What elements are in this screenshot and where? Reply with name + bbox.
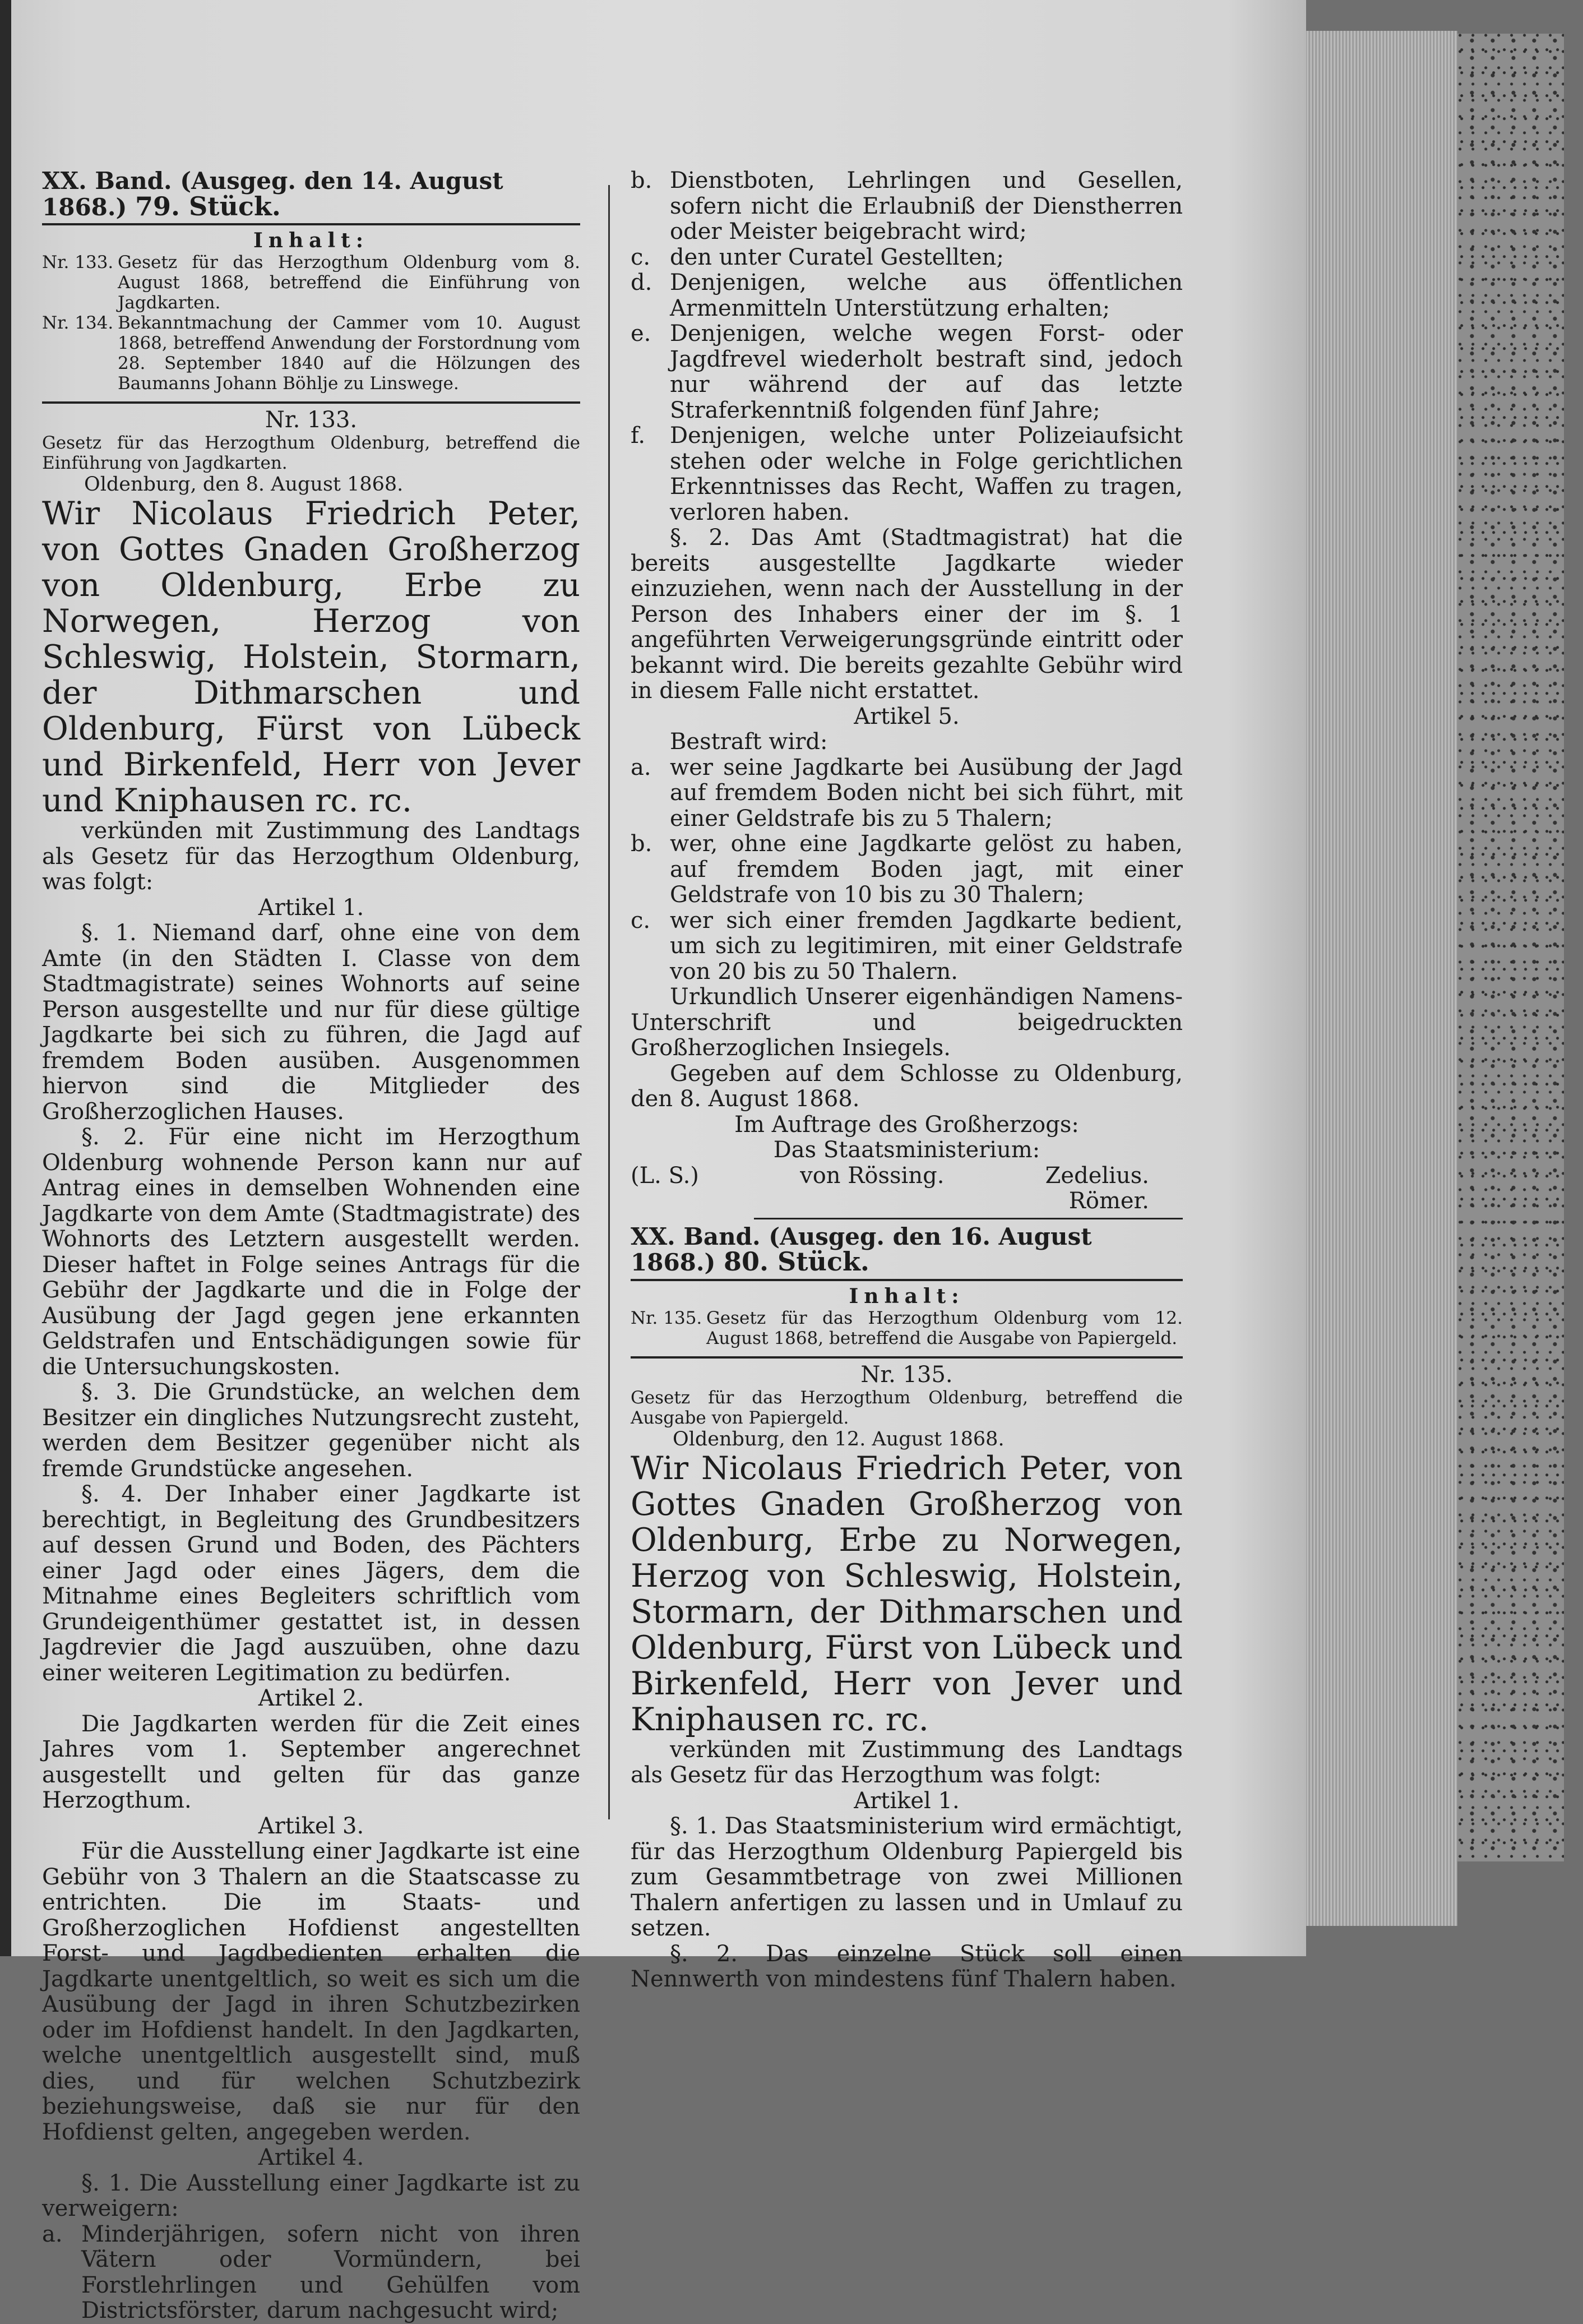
list-item — [631, 321, 1183, 423]
issue-header — [631, 1224, 1183, 1281]
list-item — [631, 755, 1183, 832]
list-text: wer seine Jagdkarte bei Ausübung der Jagd auf fremdem Boden nicht bei sich führt, mit einer Geldstrafe bis zu 5 Thalern; — [670, 754, 1183, 831]
list-text: den unter Curatel Gestellten; — [670, 244, 1004, 270]
toc-number: Nr. 133. — [42, 252, 114, 272]
signature-line — [631, 1163, 1183, 1189]
toc-number: Nr. 134. — [42, 313, 114, 333]
toc-entry — [631, 1308, 1183, 1348]
enactment-clause: verkünden mit Zustimmung des Landtags als Gesetz für das Herzogthum Oldenburg, was folgt: — [42, 818, 580, 895]
column-divider — [608, 185, 610, 1819]
enactment-clause: verkünden mit Zustimmung des Landtags als Gesetz für das Herzogthum was folgt: — [631, 1736, 1183, 1788]
paragraph: §. 2. Das einzelne Stück soll einen Nennwerth von mindestens fünf Thalern haben. — [631, 1940, 1183, 1992]
law-number: Nr. 135. — [860, 1361, 953, 1388]
toc-text: Bekanntmachung der Cammer vom 10. August 1868, betreffend Anwendung der Forstordnung vom 28. September 1840 auf die Hölzungen des Baumanns Johann Böhlje zu Linswege. — [118, 313, 580, 394]
list-item — [631, 270, 1183, 321]
toc-entry — [42, 313, 580, 394]
preamble: Wir Nicolaus Friedrich Peter, von Gottes Gnaden Großherzog von Oldenburg, Erbe zu Norwegen, Herzog von Schleswig, Holstein, Stormarn, der Dithmarschen und Oldenburg, Fürst von Lübeck und Birkenfeld, Herr von Jever und Kniphausen rc. rc. — [42, 495, 580, 819]
list-label: b. — [631, 831, 652, 857]
list-label: c. — [631, 907, 651, 934]
list-label: e. — [631, 321, 651, 346]
paragraph: Bestraft wird: — [670, 729, 828, 755]
toc-text: Gesetz für das Herzogthum Oldenburg vom 8. August 1868, betreffend die Einführung von Jagdkarten. — [118, 252, 580, 313]
paragraph: §. 1. Das Staatsministerium wird ermächtigt, für das Herzogthum Oldenburg Papiergeld bis zum Gesammtbetrage von zwei Millionen Thalern anfertigen zu lassen und in Umlauf zu setzen. — [631, 1813, 1183, 1941]
list-item — [631, 423, 1183, 525]
list-item — [631, 168, 1183, 245]
page-edges — [1306, 31, 1457, 1926]
article-title: Artikel 4. — [258, 2145, 364, 2170]
preamble: Wir Nicolaus Friedrich Peter, von Gottes Gnaden Großherzog von Oldenburg, Erbe zu Norwegen, Herzog von Schleswig, Holstein, Stormarn, der Dithmarschen und Oldenburg, Fürst von Lübeck und Birkenfeld, Herr von Jever und Kniphausen rc. rc. — [631, 1449, 1183, 1738]
marbled-cover — [1457, 34, 1564, 1861]
list-label: a. — [42, 2221, 63, 2247]
paragraph: Die Jagdkarten werden für die Zeit eines Jahres vom 1. September angerechnet ausgestellt und gelten für das ganze Herzogthum. — [42, 1711, 580, 1813]
issue-stueck: 80. Stück. — [724, 1246, 869, 1277]
toc-entry — [42, 252, 580, 313]
book-gutter — [0, 0, 11, 1956]
paragraph: Gegeben auf dem Schlosse zu Oldenburg, den 8. August 1868. — [631, 1060, 1183, 1112]
article-title: Artikel 3. — [258, 1813, 364, 1839]
signatory: Zedelius. — [1045, 1162, 1149, 1189]
article-title: Artikel 2. — [258, 1685, 364, 1711]
issue-header — [42, 168, 580, 225]
issue-band: XX. Band. (Ausgeg. den 14. August 1868.) — [42, 167, 503, 221]
list-item — [631, 245, 1183, 271]
list-label: c. — [631, 244, 651, 270]
toc-text: Gesetz für das Herzogthum Oldenburg vom 12. August 1868, betreffend die Ausgabe von Papiergeld. — [706, 1307, 1183, 1348]
list-text: wer sich einer fremden Jagdkarte bedient, um sich zu legitimiren, mit einer Geldstrafe von 20 bis zu 50 Thalern. — [670, 907, 1183, 985]
list-text: Dienstboten, Lehrlingen und Gesellen, sofern nicht die Erlaubniß der Dienstherren oder Meister beigebracht wird; — [670, 168, 1183, 244]
law-subtitle: Gesetz für das Herzogthum Oldenburg, betreffend die Einführung von Jagdkarten. — [42, 433, 580, 473]
list-label: f. — [631, 423, 646, 449]
list-text: Denjenigen, welche wegen Forst- oder Jagdfrevel wiederholt bestraft sind, jedoch nur während der auf das letzte Straferkenntniß folgenden fünf Jahre; — [670, 321, 1183, 423]
list-item — [42, 2222, 580, 2324]
signatory: von Rössing. — [800, 1162, 945, 1189]
law-date: Oldenburg, den 8. August 1868. — [84, 473, 404, 496]
signature-authority: Im Auftrage des Großherzogs: — [734, 1111, 1079, 1138]
list-text: wer, ohne eine Jagdkarte gelöst zu haben, auf fremdem Boden jagt, mit einer Geldstrafe von 10 bis zu 30 Thalern; — [670, 831, 1183, 908]
section-rule — [631, 1356, 1183, 1359]
list-text: Minderjährigen, sofern nicht von ihren Vätern oder Vormündern, bei Forstlehrlingen und Gehülfen vom Districtsförster, darum nachgesucht wird; — [81, 2221, 580, 2323]
signature-ministry: Das Staatsministerium: — [773, 1137, 1040, 1163]
seal-mark: (L. S.) — [631, 1162, 699, 1189]
paragraph: §. 2. Das Amt (Stadtmagistrat) hat die bereits ausgestellte Jagdkarte wieder einzuziehen, wenn nach der Ausstellung in der Person des Inhabers einer der im §. 1 angeführten Verweigerungsgründe eintritt oder bekannt wird. Die bereits gezahlte Gebühr wird in diesem Falle nicht erstattet. — [631, 525, 1183, 704]
law-number: Nr. 133. — [265, 407, 358, 433]
toc-number: Nr. 135. — [631, 1307, 702, 1328]
paragraph: §. 3. Die Grundstücke, an welchen dem Besitzer ein dingliches Nutzungsrecht zusteht, werden dem Besitzer gegenüber nicht als fremde Grundstücke angesehen. — [42, 1379, 580, 1482]
paragraph: Für die Ausstellung einer Jagdkarte ist eine Gebühr von 3 Thalern an die Staatscasse zu entrichten. Die im Staats- und Großherzoglichen Hofdienst angestellten Forst- und Jagdbedienten erhalten die Jagdkarte unentgeltlich, so weit es sich um die Ausübung der Jagd in ihren Schutzbezirken oder im Hofdienst handelt. In den Jagdkarten, welche unentgeltlich ausgestellt sind, muß dies, und für welchen Schutzbezirk beziehungsweise, daß sie nur für den Hofdienst gelten, angegeben werden. — [42, 1838, 580, 2145]
section-rule — [754, 1218, 1183, 1219]
law-subtitle: Gesetz für das Herzogthum Oldenburg, betreffend die Ausgabe von Papiergeld. — [631, 1387, 1183, 1428]
article-title: Artikel 5. — [854, 703, 960, 729]
right-column — [631, 168, 1183, 1993]
inhalt-title: Inhalt: — [849, 1284, 965, 1308]
list-text: Denjenigen, welche aus öffentlichen Armenmitteln Unterstützung erhalten; — [670, 270, 1183, 321]
signatory: Römer. — [1068, 1188, 1149, 1214]
inhalt-title: Inhalt: — [253, 229, 369, 252]
article-title: Artikel 1. — [258, 894, 364, 921]
list-item — [631, 831, 1183, 908]
issue-stueck: 79. Stück. — [135, 191, 281, 221]
issue-band: XX. Band. (Ausgeg. den 16. August 1868.) — [631, 1222, 1092, 1276]
paragraph: §. 4. Der Inhaber einer Jagdkarte ist berechtigt, in Begleitung des Grundbesitzers auf dessen Grund und Boden, des Pächters einer Jagd oder eines Jägers, dem die Mitnahme eines Begleiters schriftlich vom Grundeigenthümer gestattet ist, in dessen Jagdrevier die Jagd auszuüben, ohne dazu einer weiteren Legitimation zu bedürfen. — [42, 1481, 580, 1686]
paragraph: §. 1. Die Ausstellung einer Jagdkarte ist zu verweigern: — [42, 2170, 580, 2221]
paragraph: §. 2. Für eine nicht im Herzogthum Oldenburg wohnende Person kann nur auf Antrag eines in demselben Wohnenden eine Jagdkarte von dem Amte (Stadtmagistrate) des Wohnorts des Letztern ausgestellt werden. Dieser haftet in Folge seines Antrags für die Gebühr der Jagdkarte und die in Folge der Ausübung der Jagd gegen jene erkannten Geldstrafen und Entschädigungen sowie für die Untersuchungskosten. — [42, 1124, 580, 1380]
article-title: Artikel 1. — [854, 1787, 960, 1814]
paragraph: §. 1. Niemand darf, ohne eine von dem Amte (in den Städten I. Classe von dem Stadtmagistrate) seines Wohnorts auf seine Person ausgestellte und nur für diese gültige Jagdkarte bei sich zu führen, die Jagd auf fremdem Boden ausüben. Ausgenommen hiervon sind die Mitglieder des Großherzoglichen Hauses. — [42, 920, 580, 1125]
list-label: b. — [631, 168, 652, 193]
list-label: d. — [631, 270, 652, 295]
list-item — [631, 908, 1183, 985]
left-column — [42, 168, 580, 2324]
section-rule — [42, 401, 580, 404]
list-label: a. — [631, 754, 651, 780]
law-date: Oldenburg, den 12. August 1868. — [673, 1427, 1005, 1450]
paragraph: Urkundlich Unserer eigenhändigen Namens-Unterschrift und beigedruckten Großherzoglichen Insiegels. — [631, 984, 1183, 1061]
list-text: Denjenigen, welche unter Polizeiaufsicht stehen oder welche in Folge gerichtlichen Erkenntnisses das Recht, Waffen zu tragen, verloren haben. — [670, 423, 1183, 525]
